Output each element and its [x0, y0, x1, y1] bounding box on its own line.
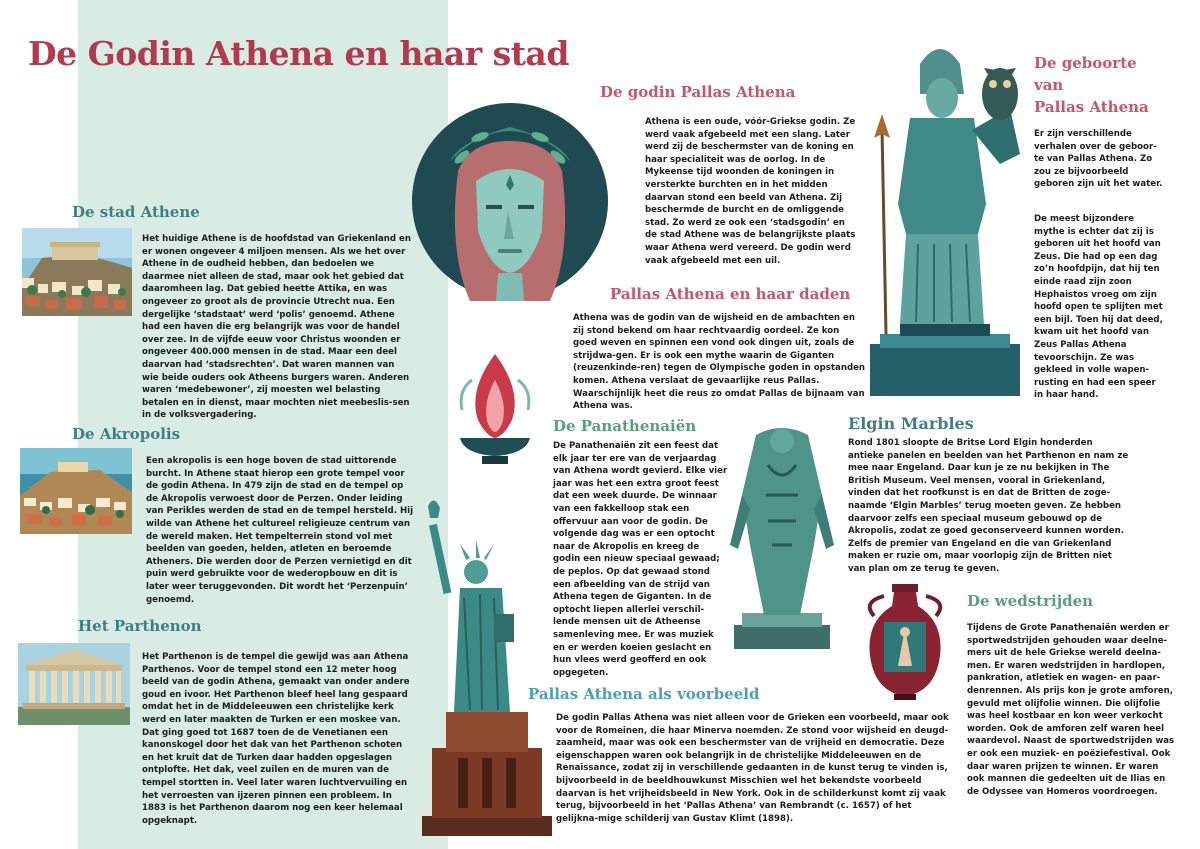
athena-head-illustration: [410, 101, 610, 301]
heading-godin-pallas-athena: De godin Pallas Athena: [600, 83, 796, 101]
text-panathenaien: De Panathenaiën zit een feest dat elk jaar ter ere van de verjaardag van Athena wordt gevierd. Elke vier jaar was het een extra groot feest dat een week duurde. De winnaar van een fakkelloop stak een offervuur aan voor de godin. De volgende dag was er een optocht naar de Akropolis en kreeg de godin een nieuw speciaal gewaad; de peplos. Op dat gewaad stond een afbeelding van de strijd van Athena tegen de Giganten. In de optocht liepen allerlei verschil-lende mensen uit de Atheense samenleving mee. Er was muziek en er werden koeien geslacht en hun vlees werd geofferd en ook opgegeten.: [553, 441, 728, 678]
page-title: De Godin Athena en haar stad: [28, 34, 569, 73]
heading-parthenon: Het Parthenon: [78, 617, 202, 635]
text-akropolis: Een akropolis is een hoge boven de stad uittorende burcht. In Athene staat hierop een grote tempel voor de godin Athena. In 479 zijn de stad en de tempel op de Akropolis verwoest door de Perzen. Onder leiding van Perikles werden de stad en de tempel hersteld. Hij wilde van Athene het cultureel religieuze centrum van de wereld maken. Het tempelterrein stond vol met beelden van goeden, helden, atleten en beroemde Atheners. Die werden door de Perzen vernietigd en dit puin werd gebruikte voor de wederopbouw en dit is later weer teruggevonden. Dit wordt het ‘Perzenpuin’ genoemd.: [146, 456, 414, 605]
heading-akropolis: De Akropolis: [72, 425, 181, 443]
text-parthenon: Het Parthenon is de tempel die gewijd was aan Athena Parthenos. Voor de tempel stond een 12 meter hoog beeld van de godin Athena, gemaakt van onder andere goud en ivoor. Het Parthenon bleef heel lang gespaard omdat het in de Middeleeuwen een christelijke kerk werd en later maakten de Turken er een moskee van. Dat ging goed tot 1687 toen de de Venetianen een kanonskogel door het dak van het Parthenon schoten en het kruit dat de Turken daar hadden opgeslagen ontplofte. Het dak, veel zuilen en de muren van de tempel stortten in. Veel later waren luchtvervuiling en het verroesten van ijzeren pinnen een probleem. In 1883 is het Parthenon daarom nog een keer helemaal opgeknapt.: [142, 652, 410, 826]
text-voorbeeld: De godin Pallas Athena was niet alleen voor de Grieken een voorbeeld, maar ook voor de Romeinen, die haar Minerva noemden. Ze stond voor wijsheid en deugd-zaamheid, maar was ook een beschermster van de vrijheid en democratie. Deze eigenschappen waren ook belangrijk in de christelijke Middeleeuwen en de Renaissance, zodat zij in verschillende gedaanten in de kunst terug te vinden is, bijvoorbeeld in de beeldhouwkunst Misschien wel het bekendste voorbeeld daarvan is het vrijheidsbeeld in New York. Ook in de schilderkunst komt zij vaak terug, bijvoorbeeld in het ‘Pallas Athena’ van Rembrandt (c. 1657) of het gelijkna-mige schilderij van Gustav Klimt (1898).: [556, 713, 949, 824]
heading-stad-athene: De stad Athene: [72, 203, 200, 221]
heading-geboorte-line-1: De geboorte: [1034, 54, 1137, 72]
heading-panathenaien: De Panathenaiën: [553, 417, 697, 435]
acropolis-image: [20, 448, 132, 534]
parthenon-image: [18, 643, 130, 725]
text-godin-pallas-athena: Athena is een oude, vóór-Griekse godin. Ze werd vaak afgebeeld met een slang. Later werd zij de beschermster van de koning en haar specialiteit was de oorlog. In de Mykeense tijd woonden de koningen in versterkte burchten en in het midden daarvan stond een beeld van Athena. Zij beschermde de burcht en de omliggende stad. Zo werd ze ook een ‘stadsgodin’ en de stad Athene was de belangrijkste plaats waar Athena werd vereerd. De godin werd vaak afgebeeld met een uil.: [645, 117, 856, 266]
heading-elgin-marbles: Elgin Marbles: [848, 414, 974, 433]
athena-statue-owl-illustration: [860, 34, 1030, 396]
text-geboorte-1: Er zijn verschillende verhalen over de geboor-te van Pallas Athena. Zo zou ze bijvoorbeeld geboren zijn uit het water.: [1034, 129, 1163, 190]
text-stad-athene: Het huidige Athene is de hoofdstad van Griekenland en er wonen ongeveer 4 miljoen mensen. Als we het over Athene in de oudheid hebben, dan bedoelen we daarmee niet alleen de stad, maar ook het gebied dat daaromheen lag. Dat gebied heette Attika, en was ongeveer zo groot als de provincie Utrecht nua. Een dergelijke ‘stadstaat’ werd ‘polis’ genoemd. Athene had een haven die erg belangrijk was voor de handel over zee. In de vijfde eeuw voor Christus woonden er ongeveer 400.000 mensen in de stad. Maar een deel daarvan had ‘stadsrechten’. Dat waren mannen van wie beide ouders ook Atheens burgers waren. Anderen waren ‘medebewoner’, zij moesten wel belasting betalen en in dienst, maar mochten niet meebeslis-sen in de volksvergadering.: [142, 234, 411, 421]
heading-geboorte-line-2: van: [1034, 76, 1064, 94]
sacred-flame-illustration: [452, 350, 538, 468]
text-geboorte-2: De meest bijzondere mythe is echter dat zij is geboren uit het hoofd van Zeus. Die had op een dag zo’n hoofdpijn, dat hij ten einde raad zijn zoon Hephaistos vroeg om zijn hoofd open te splijten met een bijl. Toen hij dat deed, kwam uit het hoofd van Zeus Pallas Athena tevoorschijn. Ze was gekleed in volle wapen-rusting en had een speer in haar hand.: [1034, 214, 1163, 401]
statue-of-liberty-illustration: [410, 498, 555, 836]
heading-geboorte: [1034, 52, 1149, 118]
text-daden: Athena was de godin van de wijsheid en de ambachten en zij stond bekend om haar rechtvaardig oordeel. Ze kon goed weven en spinnen een vond ook dingen uit, zoals de strijdwa-gen. Er is ook een mythe waarin de Giganten (reuzenkinde-ren) tegen de Olympische goden in opstanden komen. Athena verslaat de gevaarlijke reus Pallas. Waarschijnlijk heet die reus zo omdat Pallas de bijnaam van Athena was.: [573, 313, 866, 412]
amphora-illustration: [864, 582, 946, 700]
heading-geboorte-line-3: Pallas Athena: [1034, 98, 1149, 116]
text-elgin-marbles: Rond 1801 sloopte de Britse Lord Elgin honderden antieke panelen en beelden van het Parthenon en nam ze mee naar Engeland. Daar kun je ze nu bekijken in The British Museum. Veel mensen, vooral in Griekenland, vinden dat het roofkunst is en dat de Britten de zoge-naamde ‘Elgin Marbles’ terug moeten geven. Ze hebben daarvoor zelfs een speciaal museum gebouwd op de Akropolis, zodat ze goed geconserveerd kunnen worden. Zelfs de premier van Engeland en die van Griekenland maken er ruzie om, maar voorlopig zijn de Britten niet van plan om ze terug te geven.: [848, 438, 1129, 574]
marble-torso-illustration: [728, 425, 836, 660]
text-wedstrijden: Tijdens de Grote Panathenaiën werden er sportwedstrijden gehouden waar deelne-mers uit de hele Griekse wereld deelna-men. Er waren wedstrijden in hardlopen, pankration, atletiek en wagen- en paar-denrennen. Als prijs kon je grote amforen, gevuld met olijfolie winnen. Die olijfolie was heel kostbaar en kon weer verkocht worden. Ook de amforen zelf waren heel waardevol. Naast de sportwedstrijden was er ook een muziek- en poëziefestival. Ook daar waren prijzen te winnen. Er waren ook mannen die gedeelten uit de Ilias en de Odyssee van Homeros voordroegen.: [967, 623, 1175, 797]
heading-wedstrijden: De wedstrijden: [967, 592, 1094, 610]
heading-voorbeeld: Pallas Athena als voorbeeld: [528, 685, 760, 703]
athens-city-image: [22, 228, 132, 316]
heading-daden: Pallas Athena en haar daden: [610, 285, 851, 303]
